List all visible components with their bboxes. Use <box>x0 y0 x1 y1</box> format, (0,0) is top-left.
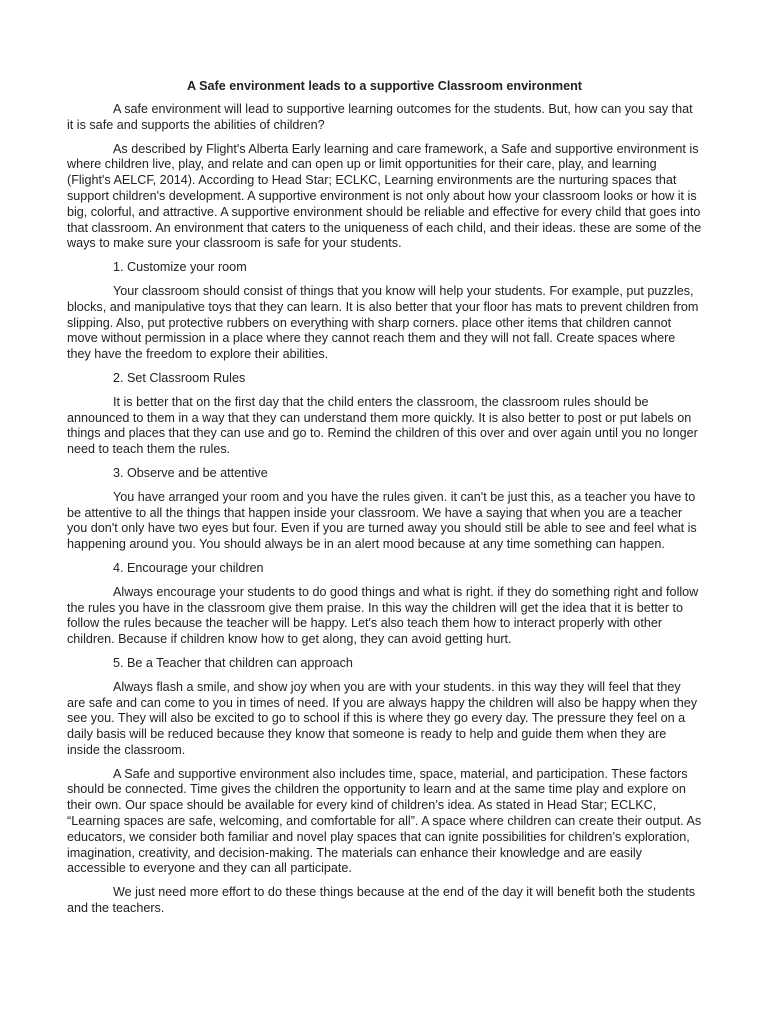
section-body-encourage: Always encourage your students to do good things and what is right. if they do something right and follow the rules you have in the classroom give them praise. In this way the children will get the idea that it is better to follow the rules because the teacher will be happy. Let's also teach them how to interact properly with other children. Because if children know how to get along, they can avoid getting hurt. <box>67 584 699 647</box>
framework-paragraph: As described by Flight's Alberta Early learning and care framework, a Safe and supportive environment is where children live, play, and relate and can open up or limit opportunities for their care, play, and learning (Flight's AELCF, 2014). According to Head Star; ECLKC, Learning environments are the nurturing spaces that support children's development. A supportive environment is not only about how your classroom looks or how it is big, colorful, and attractive. A supportive environment should be reliable and effective for every child that goes into that classroom. An environment that caters to the uniqueness of each child, and their ideas. these are some of the ways to make sure your classroom is safe for your students. <box>67 141 702 251</box>
section-body-approach: Always flash a smile, and show joy when you are with your students. in this way they will feel that they are safe and can come to you in times of need. If you are always happy the children will also be happy when they see you. They will also be excited to go to school if this is where they go every day. The pressure they feel on a daily basis will be reduced because they know that someone is ready to help and guide them when they are inside the classroom. <box>67 679 698 757</box>
section-body-customize: Your classroom should consist of things that you know will help your students. For example, put puzzles, blocks, and manipulative toys that they can learn. It is also better that your floor has mats to prevent children from slipping. Also, put protective rubbers on everything with sharp corners. place other items that children cannot move without permission in a place where they cannot reach them and they will not fall. Create spaces where they have the freedom to explore their abilities. <box>67 283 699 362</box>
section-body-rules: It is better that on the first day that the child enters the classroom, the classroom rules should be announced to them in a way that they can understand them more quickly. It is also better to post or put labels on things and places that they can use and go to. Remind the children of this over and over again until you no longer need to teach them the rules. <box>67 394 698 457</box>
section-heading-rules: 2. Set Classroom Rules <box>113 370 246 385</box>
section-heading-approach: 5. Be a Teacher that children can approach <box>113 655 353 670</box>
intro-paragraph: A safe environment will lead to supportive learning outcomes for the students. But, how can you say that it is safe and supports the abilities of children? <box>67 102 693 132</box>
section-body-observe: You have arranged your room and you have the rules given. it can't be just this, as a teacher you have to be attentive to all the things that happen inside your classroom. We have a saying that when you are a teacher you don't only have two eyes but four. Even if you are turned away you should still be able to see and feel what is happening around you. You should always be in an alert mood because at any time something can happen. <box>67 489 697 552</box>
section-heading-encourage: 4. Encourage your children <box>113 560 264 575</box>
section-heading-observe: 3. Observe and be attentive <box>113 465 268 480</box>
components-paragraph: A Safe and supportive environment also includes time, space, material, and participation. These factors should be connected. Time gives the children the opportunity to learn and at the same time play and explore on their own. Our space should be available for every kind of children’s idea. As stated in Head Star; ECLKC, “Learning spaces are safe, welcoming, and comfortable for all”. A space where children can create their output. As educators, we consider both familiar and novel play spaces that can ignite possibilities for children’s exploration, imagination, creativity, and decision-making. The materials can enhance their knowledge and are easily accessible to everyone and they can all participate. <box>67 766 702 876</box>
conclusion-paragraph: We just need more effort to do these things because at the end of the day it will benefit both the students and the teachers. <box>67 885 696 916</box>
document-title: A Safe environment leads to a supportive Classroom environment <box>187 79 582 93</box>
section-heading-customize: 1. Customize your room <box>113 260 247 275</box>
